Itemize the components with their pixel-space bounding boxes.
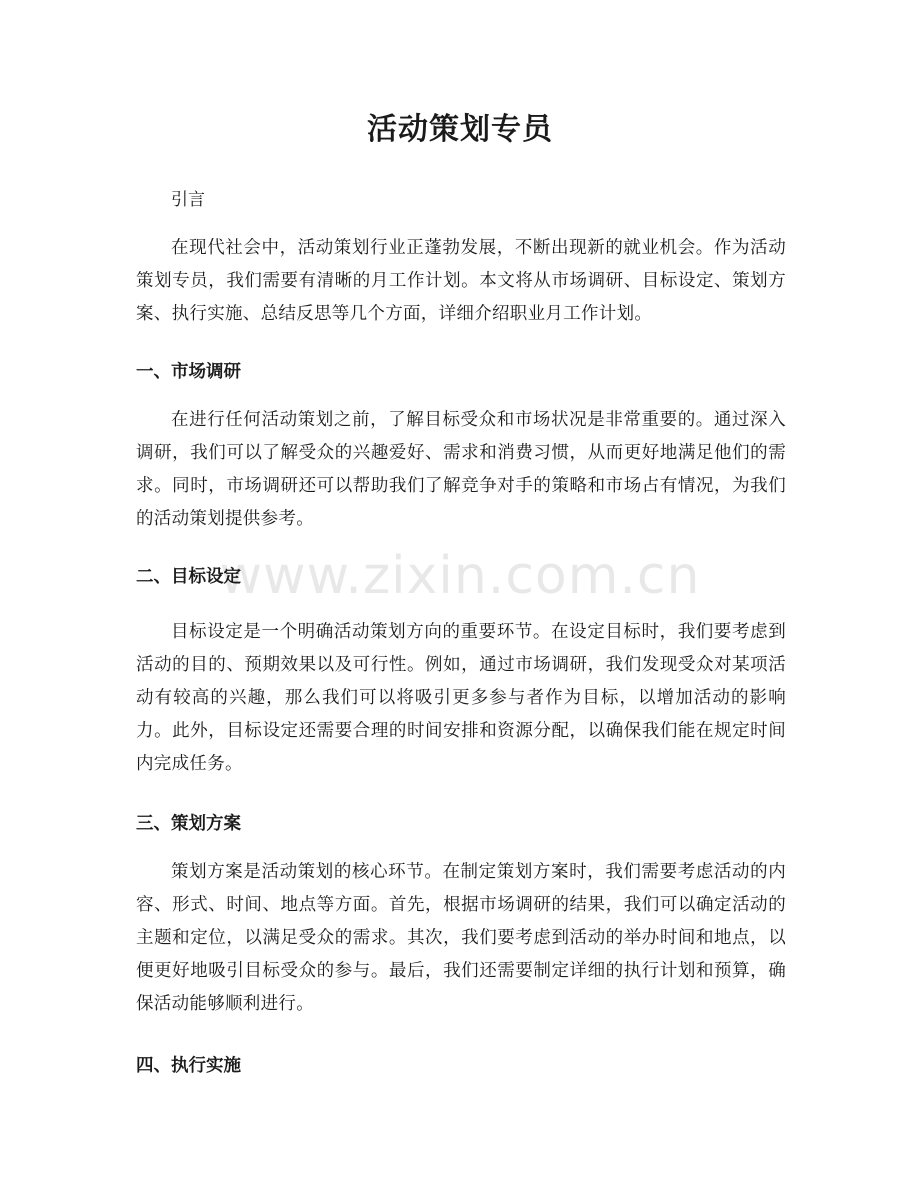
section-heading-planning-scheme: 三、策划方案 [136,814,241,834]
section-heading-goal-setting: 二、目标设定 [136,567,241,587]
document-title: 活动策划专员 [367,112,553,147]
intro-label: 引言 [171,190,205,210]
section-heading-execution: 四、执行实施 [136,1056,241,1076]
intro-paragraph: 在现代社会中，活动策划行业正蓬勃发展，不断出现新的就业机会。作为活动策划专员，我们需要有清晰的月工作计划。本文将从市场调研、目标设定、策划方案、执行实施、总结反思等几个方面，详细介绍职业月工作计划。 [136,238,786,324]
section-paragraph-goal-setting: 目标设定是一个明确活动策划方向的重要环节。在设定目标时，我们要考虑到活动的目的、预期效果以及可行性。例如，通过市场调研，我们发现受众对某项活动有较高的兴趣，那么我们可以将吸引更多参与者作为目标，以增加活动的影响力。此外，目标设定还需要合理的时间安排和资源分配，以确保我们能在规定时间内完成任务。 [136,622,786,774]
section-paragraph-planning-scheme: 策划方案是活动策划的核心环节。在制定策划方案时，我们需要考虑活动的内容、形式、时间、地点等方面。首先，根据市场调研的结果，我们可以确定活动的主题和定位，以满足受众的需求。其次，我们要考虑到活动的举办时间和地点，以便更好地吸引目标受众的参与。最后，我们还需要制定详细的执行计划和预算，确保活动能够顺利进行。 [136,862,786,1014]
watermark: www.zixin.com.cn [219,546,701,606]
section-paragraph-market-research: 在进行任何活动策划之前，了解目标受众和市场状况是非常重要的。通过深入调研，我们可以了解受众的兴趣爱好、需求和消费习惯，从而更好地满足他们的需求。同时，市场调研还可以帮助我们了解竞争对手的策略和市场占有情况，为我们的活动策划提供参考。 [136,410,786,529]
section-heading-market-research: 一、市场调研 [136,362,241,382]
